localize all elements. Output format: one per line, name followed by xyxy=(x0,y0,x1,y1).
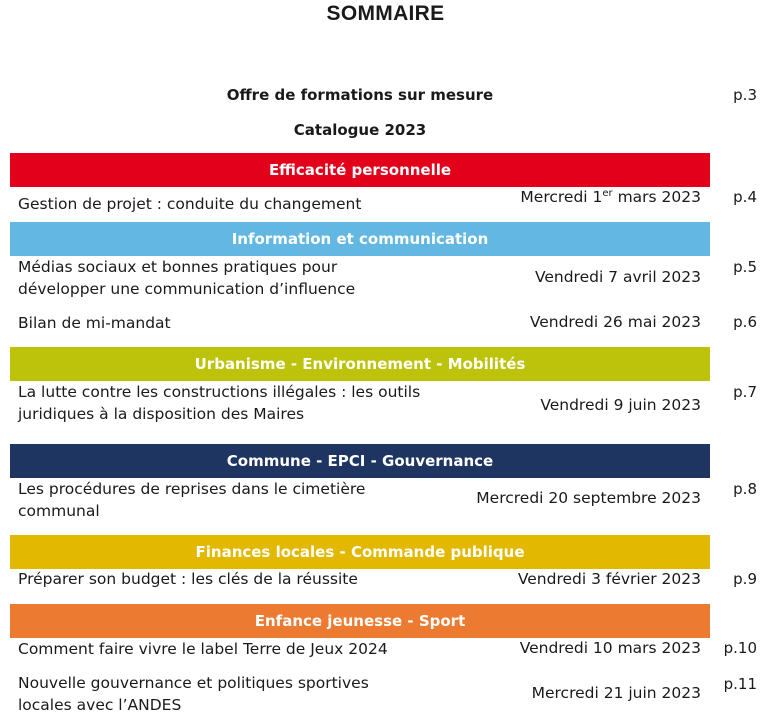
item-date: Vendredi 3 février 2023 xyxy=(517,570,701,588)
item-date: Mercredi 21 juin 2023 xyxy=(531,684,701,702)
item-title: Comment faire vivre le label Terre de Jeux 2024 xyxy=(18,640,388,658)
list-item[interactable] xyxy=(18,312,448,334)
page-number: p.8 xyxy=(733,480,757,498)
page-number: p.10 xyxy=(723,639,757,657)
section-header-commune: Commune - EPCI - Gouvernance xyxy=(10,444,710,478)
list-item[interactable] xyxy=(18,568,448,590)
item-title-line: juridiques à la disposition des Maires xyxy=(18,405,305,423)
item-title-line: développer une communication d’influence xyxy=(18,280,356,298)
intro-catalogue: Catalogue 2023 xyxy=(293,121,427,139)
list-item[interactable] xyxy=(18,193,448,215)
page-number: p.6 xyxy=(733,313,757,331)
date-text: Mercredi 1 xyxy=(520,188,603,206)
section-header-enfance: Enfance jeunesse - Sport xyxy=(10,604,710,638)
page-number: p.11 xyxy=(723,675,757,693)
page-number: p.3 xyxy=(733,86,757,104)
item-date: Vendredi 26 mai 2023 xyxy=(529,313,701,331)
section-header-urbanisme: Urbanisme - Environnement - Mobilités xyxy=(10,347,710,381)
item-title: Gestion de projet : conduite du changement xyxy=(18,195,362,213)
item-date: Vendredi 9 juin 2023 xyxy=(540,396,701,414)
page-number: p.4 xyxy=(733,188,757,206)
item-date: Vendredi 10 mars 2023 xyxy=(519,639,701,657)
item-title-line: La lutte contre les constructions illégales : les outils xyxy=(18,383,421,401)
page-number: p.7 xyxy=(733,383,757,401)
item-date: Vendredi 7 avril 2023 xyxy=(534,268,701,286)
list-item[interactable] xyxy=(18,672,448,716)
item-title-line: Médias sociaux et bonnes pratiques pour xyxy=(18,258,338,276)
date-text: mars 2023 xyxy=(612,188,701,206)
list-item[interactable] xyxy=(18,478,448,522)
list-item[interactable] xyxy=(18,381,448,425)
date-sup: er xyxy=(602,187,613,199)
section-header-efficacite: Efficacité personnelle xyxy=(10,153,710,187)
page-number: p.5 xyxy=(733,258,757,276)
section-header-finances: Finances locales - Commande publique xyxy=(10,535,710,569)
page-number: p.9 xyxy=(733,570,757,588)
item-date: Mercredi 20 septembre 2023 xyxy=(476,489,701,507)
item-title-line: Les procédures de reprises dans le cimetière xyxy=(18,480,366,498)
section-header-information: Information et communication xyxy=(10,222,710,256)
page-title: SOMMAIRE xyxy=(326,2,445,25)
list-item[interactable] xyxy=(18,638,448,660)
item-title: Bilan de mi-mandat xyxy=(18,314,171,332)
item-date xyxy=(520,188,701,206)
item-title-line: communal xyxy=(18,502,100,520)
intro-offer: Offre de formations sur mesure xyxy=(226,86,494,104)
item-title-line: locales avec l’ANDES xyxy=(18,696,182,714)
item-title: Préparer son budget : les clés de la réussite xyxy=(18,570,358,588)
item-title-line: Nouvelle gouvernance et politiques sportives xyxy=(18,674,369,692)
list-item[interactable] xyxy=(18,256,436,300)
